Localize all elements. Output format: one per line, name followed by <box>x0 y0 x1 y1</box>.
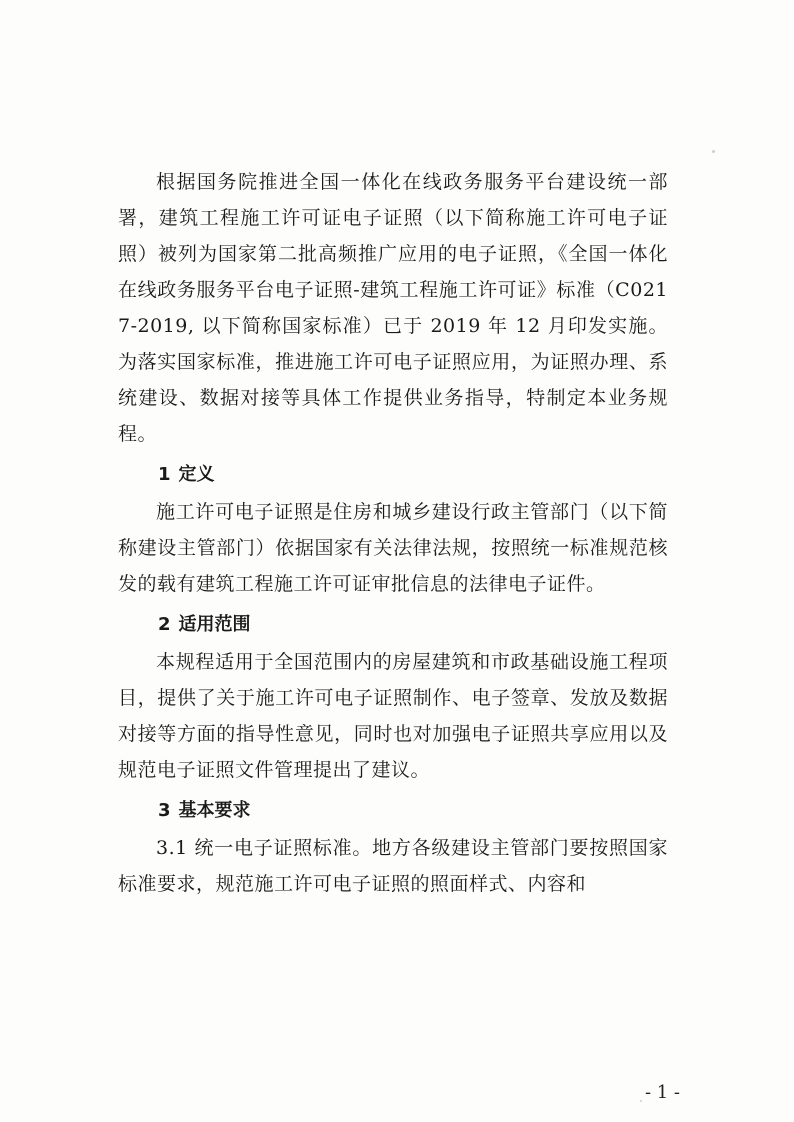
section-title: 适用范围 <box>178 614 251 635</box>
section-heading-scope <box>118 608 668 642</box>
section-title: 基本要求 <box>178 800 251 821</box>
intro-paragraph: 根据国务院推进全国一体化在线政务服务平台建设统一部署，建筑工程施工许可证电子证照（以下简称施工许可电子证照）被列为国家第二批高频推广应用的电子证照，《全国一体化在线政务服务平台电子证照-建筑工程施工许可证》标准（C0217-2019, 以下简称国家标准）已于 2019 年 12 月印发实施。为落实国家标准，推进施工许可电子证照应用，为证照办理、系统建设、数据对接等具体工作提供业务指导，特制定本业务规程。 <box>118 171 668 445</box>
scan-speck <box>712 150 715 153</box>
definition-paragraph: 施工许可电子证照是住房和城乡建设行政主管部门（以下简称建设主管部门）依据国家有关法律法规，按照统一标准规范核发的载有建筑工程施工许可证审批信息的法律电子证件。 <box>118 501 668 595</box>
scope-paragraph: 本规程适用于全国范围内的房屋建筑和市政基础设施工程项目，提供了关于施工许可电子证照制作、电子签章、发放及数据对接等方面的指导性意见，同时也对加强电子证照共享应用以及规范电子证照文件管理提出了建议。 <box>118 651 668 781</box>
section-heading-definition <box>118 458 668 492</box>
page-number: - 1 - <box>644 1082 680 1103</box>
section-number: 1 <box>158 464 171 485</box>
document-body <box>118 164 668 902</box>
section-number: 3 <box>158 800 171 821</box>
section-heading-basic-requirements <box>118 794 668 828</box>
basic-requirements-paragraph: 3.1 统一电子证照标准。地方各级建设主管部门要按照国家标准要求，规范施工许可电子证照的照面样式、内容和 <box>118 837 668 895</box>
section-title: 定义 <box>178 464 215 485</box>
section-number: 2 <box>158 614 171 635</box>
